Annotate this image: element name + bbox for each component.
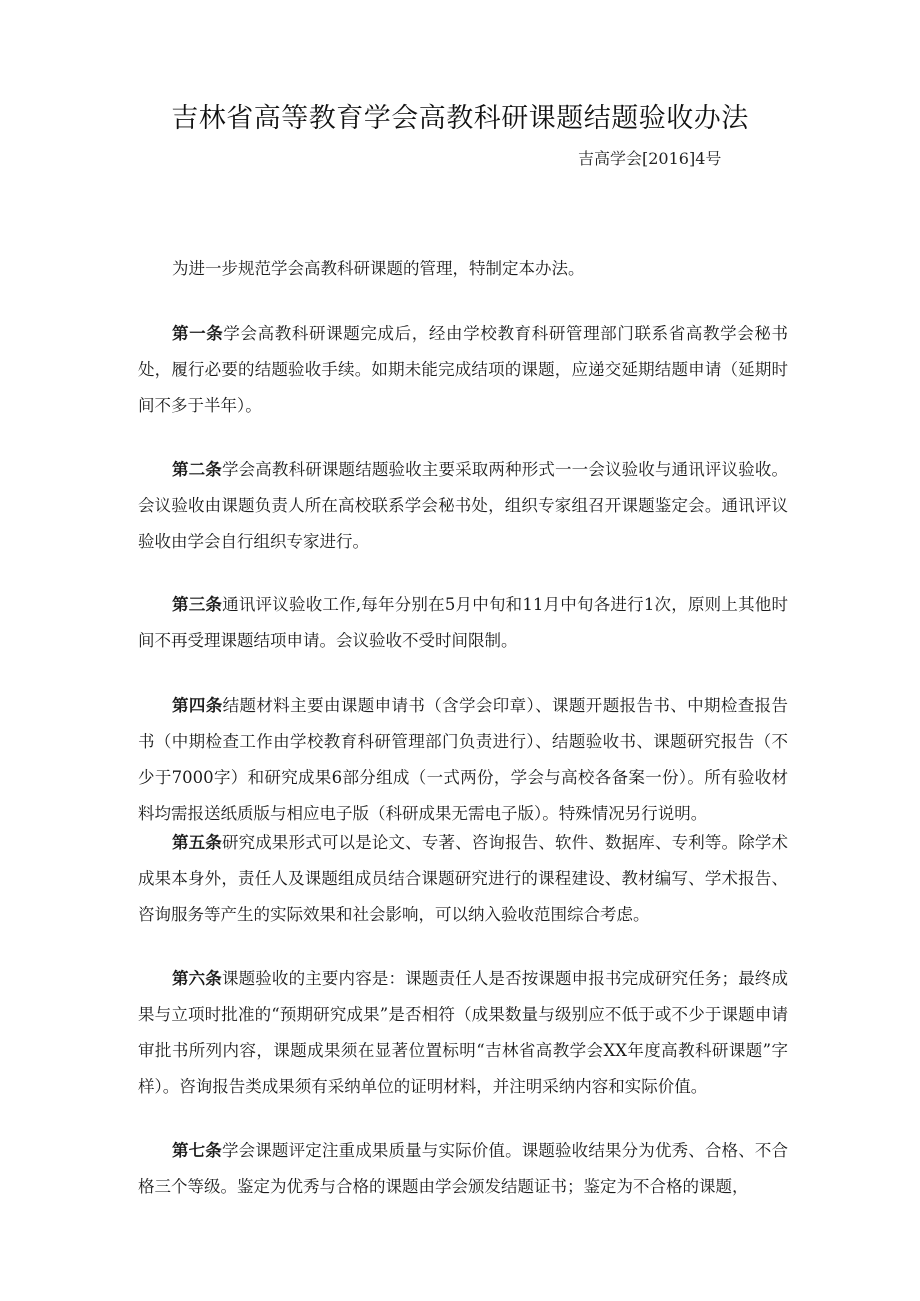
article-1-text: 学会高教科研课题完成后，经由学校教育科研管理部门联系省高教学会秘书处，履行必要的结题验收手续。如期未能完成结项的课题，应递交延期结题申请（延期时间不多于半年）。	[138, 324, 789, 415]
article-5	[138, 825, 788, 933]
document-number: 吉高学会[2016]4号	[578, 149, 722, 168]
article-2-text: 学会高教科研课题结题验收主要采取两种形式一一会议验收与通讯评议验收。会议验收由课题负责人所在高校联系学会秘书处，组织专家组召开课题鉴定会。通讯评议验收由学会自行组织专家进行。	[138, 460, 789, 551]
article-4-text: 结题材料主要由课题申请书（含学会印章）、课题开题报告书、中期检查报告书（中期检查工作由学校教育科研管理部门负责进行）、结题验收书、课题研究报告（不少于7000字）和研究成果6部分组成（一式两份，学会与高校各备案一份）。所有验收材料均需报送纸质版与相应电子版（科研成果无需电子版）。特殊情况另行说明。	[138, 696, 789, 823]
article-6-text: 课题验收的主要内容是：课题责任人是否按课题申报书完成研究任务；最终成果与立项时批准的“预期研究成果”是否相符（成果数量与级别应不低于或不少于课题申请审批书所列内容，课题成果须在显著位置标明“吉林省高教学会XX年度高教科研课题”字样）。咨询报告类成果须有采纳单位的证明材料，并注明采纳内容和实际价值。	[138, 969, 789, 1096]
article-3-label: 第三条	[172, 595, 223, 614]
article-1-label: 第一条	[172, 324, 224, 343]
article-2-label: 第二条	[172, 460, 222, 479]
article-7-text: 学会课题评定注重成果质量与实际价值。课题验收结果分为优秀、合格、不合格三个等级。鉴定为优秀与合格的课题由学会颁发结题证书；鉴定为不合格的课题，	[138, 1141, 789, 1196]
article-7-label: 第七条	[172, 1141, 222, 1160]
article-1	[138, 316, 788, 424]
article-6	[138, 961, 788, 1105]
article-4-label: 第四条	[172, 696, 223, 715]
article-7	[138, 1133, 788, 1205]
article-3-text: 通讯评议验收工作,每年分别在5月中旬和11月中旬各进行1次，原则上其他时间不再受理课题结项申请。会议验收不受时间限制。	[138, 595, 788, 650]
document-title: 吉林省高等教育学会高教科研课题结题验收办法	[171, 103, 749, 134]
article-3	[138, 587, 788, 659]
article-5-text: 研究成果形式可以是论文、专著、咨询报告、软件、数据库、专利等。除学术成果本身外，责任人及课题组成员结合课题研究进行的课程建设、教材编写、学术报告、咨询服务等产生的实际效果和社会影响，可以纳入验收范围综合考虑。	[138, 833, 789, 924]
article-6-label: 第六条	[172, 969, 222, 988]
article-2	[138, 452, 788, 560]
intro-paragraph: 为进一步规范学会高教科研课题的管理，特制定本办法。	[172, 259, 585, 278]
article-5-label: 第五条	[172, 833, 222, 852]
article-4	[138, 688, 788, 832]
